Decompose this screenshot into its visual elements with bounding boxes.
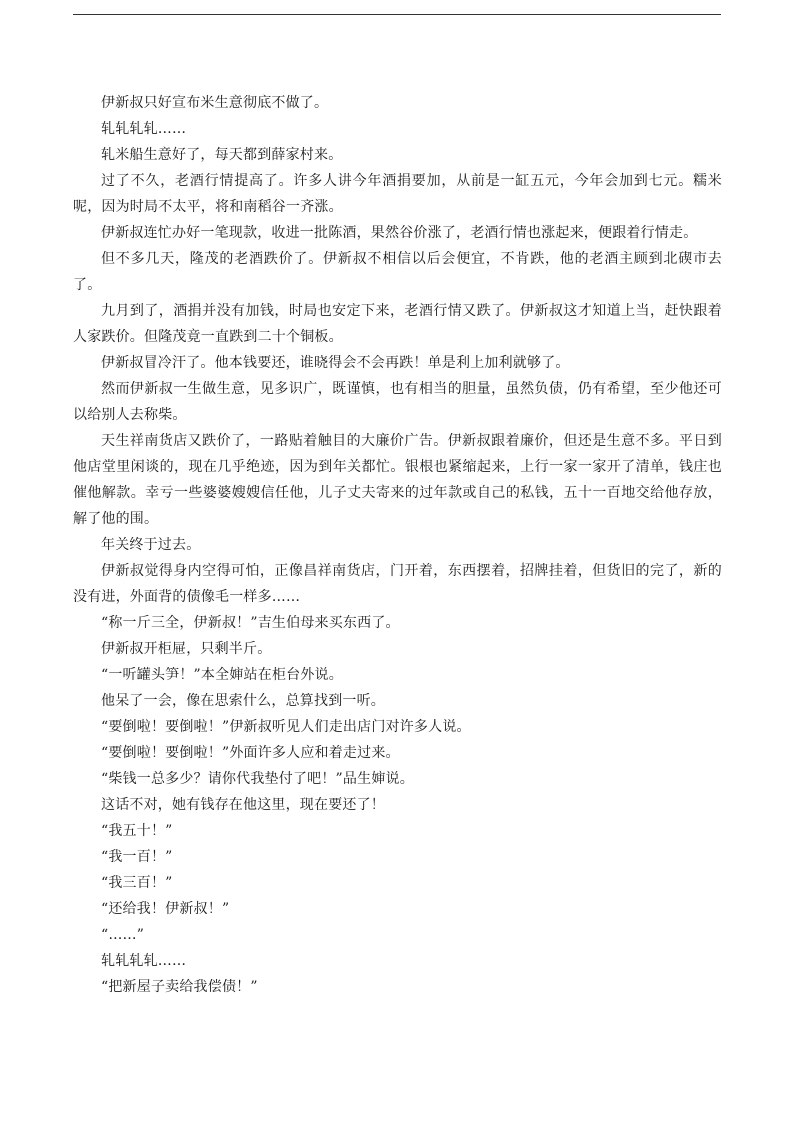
paragraph: “一听罐头笋！”本全婶站在柜台外说。 <box>101 667 343 683</box>
paragraph: “要倒啦！要倒啦！”外面许多人应和着走过来。 <box>101 745 400 761</box>
header-rule <box>73 14 721 15</box>
paragraph: 伊新叔冒冷汗了。他本钱要还，谁晓得会不会再跌！单是利上加利就够了。 <box>101 355 570 371</box>
paragraph: “我五十！” <box>101 823 173 839</box>
paragraph: 伊新叔开柜屉，只剩半斤。 <box>101 641 272 657</box>
paragraph: 伊新叔连忙办好一笔现款，收进一批陈酒，果然谷价涨了，老酒行情也涨起来，便跟着行情走。 <box>101 225 698 241</box>
paragraph: 九月到了，酒捐并没有加钱，时局也安定下来，老酒行情又跌了。伊新叔这才知道上当，赶快跟着人家跌价。但隆茂竟一直跌到二十个铜板。 <box>73 303 722 345</box>
paragraph: “柴钱一总多少？请你代我垫付了吧！”品生婶说。 <box>101 771 414 787</box>
paragraph: 轧轧轧轧…… <box>101 121 187 137</box>
paragraph: 轧轧轧轧…… <box>101 953 187 969</box>
paragraph: 伊新叔只好宣布米生意彻底不做了。 <box>101 95 329 111</box>
paragraph: 年关终于过去。 <box>101 537 201 553</box>
paragraph: “称一斤三全，伊新叔！”吉生伯母来买东西了。 <box>101 615 400 631</box>
paragraph: 然而伊新叔一生做生意，见多识广，既谨慎，也有相当的胆量，虽然负债，仍有希望，至少他还可以给别人去称柴。 <box>73 381 722 423</box>
paragraph: “……” <box>101 927 145 943</box>
paragraph: “把新屋子卖给我偿债！” <box>101 979 258 995</box>
paragraph: “我三百！” <box>101 875 173 891</box>
paragraph: “还给我！伊新叔！” <box>101 901 230 917</box>
paragraph: 伊新叔觉得身内空得可怕，正像昌祥南货店，门开着，东西摆着，招牌挂着，但货旧的完了，新的没有进，外面背的债像毛一样多…… <box>73 563 722 605</box>
paragraph: “我一百！” <box>101 849 173 865</box>
paragraph: “要倒啦！要倒啦！”伊新叔听见人们走出店门对许多人说。 <box>101 719 471 735</box>
document-body <box>73 90 722 1000</box>
paragraph: 这话不对，她有钱存在他这里，现在要还了！ <box>101 797 385 813</box>
paragraph: 过了不久，老酒行情提高了。许多人讲今年酒捐要加，从前是一缸五元，今年会加到七元。糯米呢，因为时局不太平，将和南稻谷一齐涨。 <box>73 173 722 215</box>
paragraph: 他呆了一会，像在思索什么，总算找到一听。 <box>101 693 385 709</box>
paragraph: 但不多几天，隆茂的老酒跌价了。伊新叔不相信以后会便宜，不肯跌，他的老酒主顾到北碶市去了。 <box>73 251 722 293</box>
paragraph: 轧米船生意好了，每天都到薛家村来。 <box>101 147 343 163</box>
paragraph: 天生祥南货店又跌价了，一路贴着触目的大廉价广告。伊新叔跟着廉价，但还是生意不多。平日到他店堂里闲谈的，现在几乎绝迹，因为到年关都忙。银根也紧缩起来，上行一家一家开了清单，钱庄也催他解款。幸亏一些婆婆嫂嫂信任他，儿子丈夫寄来的过年款或自己的私钱，五十一百地交给他存放，解了他的围。 <box>73 433 722 527</box>
